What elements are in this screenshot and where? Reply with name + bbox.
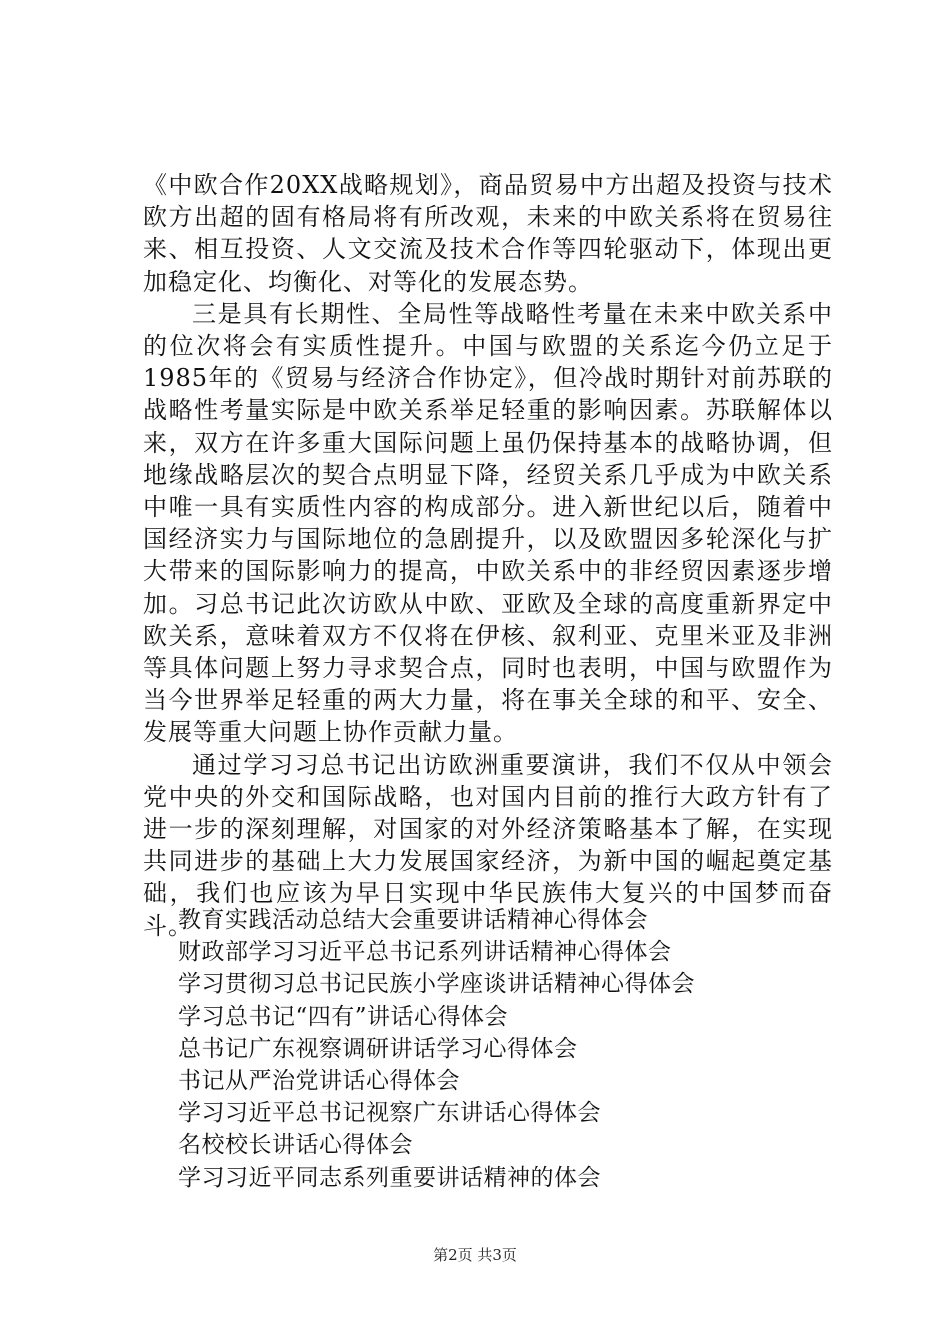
- related-article-link[interactable]: 总书记广东视察调研讲话学习心得体会: [178, 1035, 578, 1062]
- related-article-link[interactable]: 学习习近平总书记视察广东讲话心得体会: [178, 1100, 601, 1127]
- related-article-link[interactable]: 学习习近平同志系列重要讲话精神的体会: [178, 1164, 601, 1191]
- related-article-link[interactable]: 教育实践活动总结大会重要讲话精神心得体会: [178, 907, 648, 933]
- page-number-footer: 第2页 共3页: [433, 1246, 517, 1264]
- related-article-link[interactable]: 名校校长讲话心得体会: [178, 1132, 413, 1159]
- related-articles-list: [178, 904, 695, 1194]
- related-article-link[interactable]: 学习总书记“四有”讲话心得体会: [178, 1003, 509, 1030]
- paragraph-strategic-consideration: 三是具有长期性、全局性等战略性考量在未来中欧关系中的位次将会有实质性提升。中国与欧盟的关系迄今仍立足于1985年的《贸易与经济合作协定》，但冷战时期针对前苏联的战略性考量实际是中欧关系举足轻重的影响因素。苏联解体以来，双方在许多重大国际问题上虽仍保持基本的战略协调，但地缘战略层次的契合点明显下降，经贸关系几乎成为中欧关系中唯一具有实质性内容的构成部分。进入新世纪以后，随着中国经济实力与国际地位的急剧提升，以及欧盟因多轮深化与扩大带来的国际影响力的提高，中欧关系中的非经贸因素逐步增加。习总书记此次访欧从中欧、亚欧及全球的高度重新界定中欧关系，意味着双方不仅将在伊核、叙利亚、克里米亚及非洲等具体问题上努力寻求契合点，同时也表明，中国与欧盟作为当今世界举足轻重的两大力量，将在事关全球的和平、安全、发展等重大问题上协作贡献力量。: [143, 299, 833, 747]
- related-article-link[interactable]: 财政部学习习近平总书记系列讲话精神心得体会: [178, 939, 672, 966]
- article-body: [143, 169, 833, 942]
- paragraph-continuation: 《中欧合作20XX战略规划》，商品贸易中方出超及投资与技术欧方出超的固有格局将有所改观，未来的中欧关系将在贸易往来、相互投资、人文交流及技术合作等四轮驱动下，体现出更加稳定化、均衡化、对等化的发展态势。: [143, 171, 833, 296]
- related-article-link[interactable]: 学习贯彻习总书记民族小学座谈讲话精神心得体会: [178, 971, 695, 998]
- paragraph-conclusion: 通过学习习总书记出访欧洲重要演讲，我们不仅从中领会党中央的外交和国际战略，也对国内目前的推行大政方针有了进一步的深刻理解，对国家的对外经济策略基本了解，在实现共同进步的基础上大力发展国家经济，为新中国的崛起奠定基础，我们也应该为早日实现中华民族伟大复兴的中国梦而奋斗。: [143, 750, 833, 940]
- related-article-link[interactable]: 书记从严治党讲话心得体会: [178, 1068, 460, 1095]
